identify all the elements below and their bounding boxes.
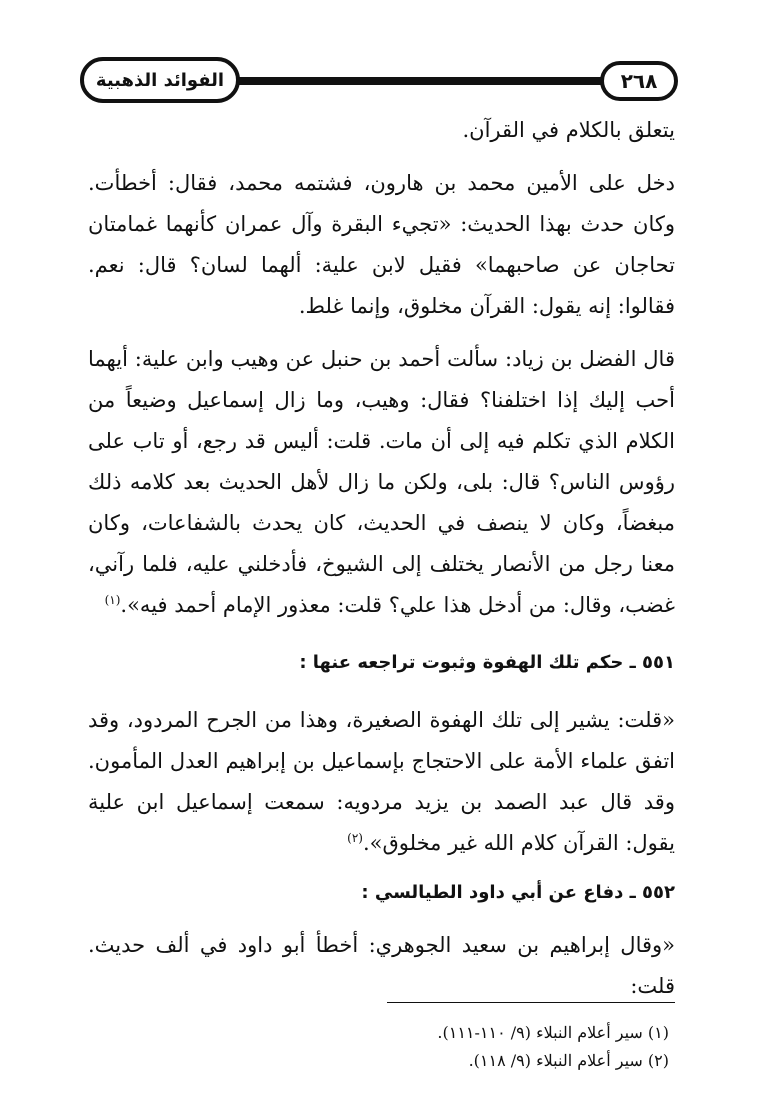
footnote-2: (٢) سير أعلام النبلاء (٩/ ١١٨). (468, 1051, 669, 1070)
paragraph-text-wrapper (88, 700, 675, 864)
footnote-1: (١) سير أعلام النبلاء (٩/ ١١٠-١١١). (437, 1023, 669, 1042)
section-heading-552 (88, 882, 675, 903)
page-number-badge (600, 61, 678, 101)
footnote-ref: (٢) (347, 831, 363, 845)
header-rule (220, 77, 618, 85)
book-title-badge (80, 57, 240, 103)
paragraph-5 (88, 925, 675, 1007)
paragraph-3 (88, 339, 675, 626)
section-heading-551 (88, 652, 675, 673)
footnote-ref: (١) (104, 593, 121, 607)
paragraph-2 (88, 163, 675, 327)
paragraph-text: يتعلق بالكلام في القرآن. (462, 118, 675, 142)
heading-text: ٥٥١ ـ حكم تلك الهفوة وثبوت تراجعه عنها : (299, 652, 675, 673)
paragraph-text: «وقال إبراهيم بن سعيد الجوهري: أخطأ أبو داود في ألف حديث. قلت: (88, 933, 675, 998)
book-title: الفوائد الذهبية (95, 69, 225, 91)
paragraph-text-wrapper (88, 339, 675, 626)
heading-text: ٥٥٢ ـ دفاع عن أبي داود الطيالسي : (361, 882, 675, 903)
page-header (80, 57, 678, 107)
paragraph-text: قال الفضل بن زياد: سألت أحمد بن حنبل عن وهيب وابن علية: أيهما أحب إليك إذا اختلفنا؟ فقال: وهيب، وما زال إسماعيل وضيعاً من الكلام الذي تكلم فيه إلى أن مات. قلت: أليس قد رجع، أو تاب على رؤوس الناس؟ قال: بلى، ولكن ما زال لأهل الحديث بعد كلامه ذلك مبغضاً، وكان لا ينصف في الحديث، كان يحدث بالشفاعات، وكان معنا رجل من الأنصار يختلف إلى الشيوخ، فأدخلني عليه، فلما رآني، غضب، وقال: من أدخل هذا علي؟ قلت: معذور الإمام أحمد فيه». (88, 347, 675, 617)
paragraph-text: دخل على الأمين محمد بن هارون، فشتمه محمد، فقال: أخطأت. وكان حدث بهذا الحديث: «تجيء البقرة وآل عمران كأنهما غمامتان تحاجان عن صاحبهما» فقيل لابن علية: ألهما لسان؟ قال: نعم. فقالوا: إنه يقول: القرآن مخلوق، وإنما غلط. (88, 171, 675, 318)
paragraph-text: «قلت: يشير إلى تلك الهفوة الصغيرة، وهذا من الجرح المردود، وقد اتفق علماء الأمة على الاحتجاج بإسماعيل بن إبراهيم العدل المأمون. وقد قال عبد الصمد بن يزيد مردويه: سمعت إسماعيل ابن علية يقول: القرآن كلام الله غير مخلوق». (88, 708, 675, 855)
paragraph-4 (88, 700, 675, 864)
page-number: ٢٦٨ (620, 69, 658, 93)
footnote-separator (387, 1002, 675, 1003)
paragraph-1 (88, 110, 675, 151)
